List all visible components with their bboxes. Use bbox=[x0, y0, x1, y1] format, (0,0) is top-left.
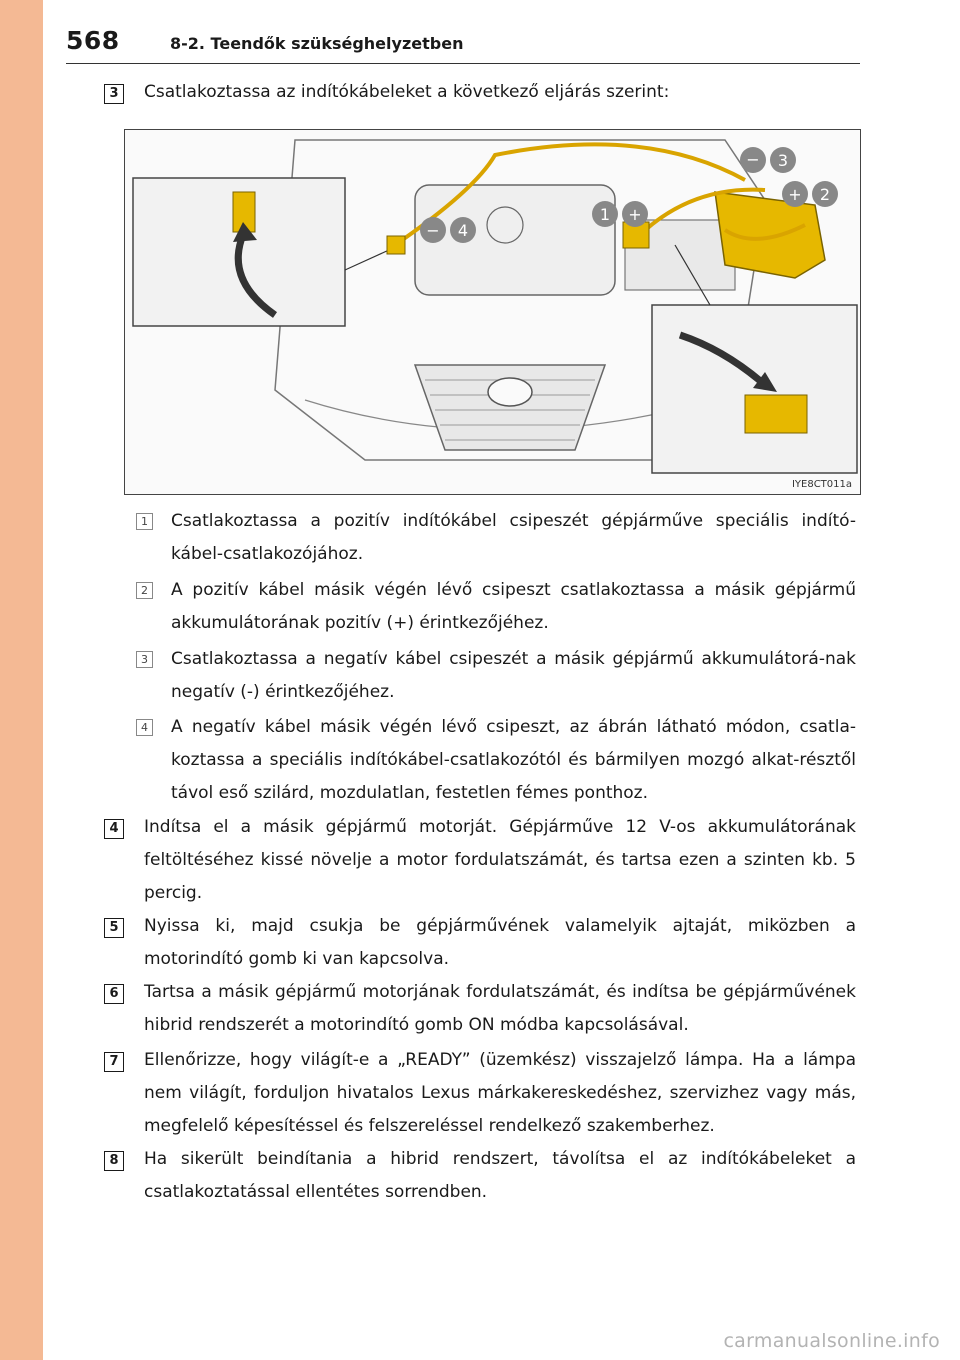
substep-badge: 1 bbox=[136, 513, 153, 530]
step-badge: 8 bbox=[104, 1151, 124, 1171]
page-number: 568 bbox=[66, 26, 120, 55]
step-text: Nyissa ki, majd csukja be gépjárművének valamelyik ajtaját, miközben a motorindító gomb ki van kapcsolva. bbox=[144, 916, 856, 969]
callout-num: 3 bbox=[777, 151, 789, 170]
step-text: Ellenőrizze, hogy világít-e a „READY” (üzemkész) visszajelző lámpa. Ha a lámpa nem világít, forduljon hivatalos Lexus márkakereskedéshez, szervizhez vagy más, megfelelő képesítéssel és felszereléssel rendelkező szakemberhez. bbox=[144, 1050, 856, 1136]
substep-text: A negatív kábel másik végén lévő csipeszt, az ábrán látható módon, csatla-koztassa a speciális indítókábel-csatlakozótól és bármilyen mozgó alkat-résztől távol eső szilárd, mozdulatlan, festetlen fémes ponthoz. bbox=[171, 717, 856, 803]
callout-num: 4 bbox=[457, 221, 469, 240]
negative-clamp bbox=[387, 236, 405, 254]
jump-terminal-inset bbox=[652, 305, 857, 473]
chapter-side-band bbox=[0, 0, 43, 1360]
step-badge: 5 bbox=[104, 918, 124, 938]
callout-sign: + bbox=[788, 185, 802, 204]
step-text: Indítsa el a másik gépjármű motorját. Gépjárműve 12 V-os akkumulátorának feltöltéséhez kissé növelje a motor fordulatszámát, és tartsa ezen a szinten kb. 5 percig. bbox=[144, 817, 856, 903]
callout-sign: − bbox=[746, 150, 760, 169]
engine-bay-drawing bbox=[125, 130, 861, 495]
brand-emblem-icon bbox=[488, 378, 532, 406]
step-badge: 7 bbox=[104, 1052, 124, 1072]
callout-sign: − bbox=[426, 221, 440, 240]
callout-num: 1 bbox=[599, 205, 611, 224]
jump-terminal-marker bbox=[745, 395, 807, 433]
engine-bay-illustration bbox=[124, 129, 861, 495]
illustration-code: IYE8CT011a bbox=[791, 479, 852, 490]
step-badge: 4 bbox=[104, 819, 124, 839]
step-text: Csatlakoztassa az indítókábeleket a következő eljárás szerint: bbox=[144, 82, 670, 102]
substep-badge: 4 bbox=[136, 719, 153, 736]
step-badge: 6 bbox=[104, 984, 124, 1004]
substep-text: A pozitív kábel másik végén lévő csipeszt csatlakoztassa a másik gépjármű akkumulátorának pozitív (+) érintkezőjéhez. bbox=[171, 580, 856, 633]
callout-sign: + bbox=[628, 205, 642, 224]
substep-badge: 3 bbox=[136, 651, 153, 668]
step-badge: 3 bbox=[104, 84, 124, 104]
callout-num: 2 bbox=[819, 185, 831, 204]
substep-badge: 2 bbox=[136, 582, 153, 599]
section-title: 8-2. Teendők szükséghelyzetben bbox=[170, 34, 464, 53]
substep-text: Csatlakoztassa a negatív kábel csipeszét a másik gépjármű akkumulátorá-nak negatív (-) érintkezőjéhez. bbox=[171, 649, 856, 702]
header-rule bbox=[66, 63, 860, 64]
watermark: carmanualsonline.info bbox=[723, 1330, 940, 1352]
step-text: Tartsa a másik gépjármű motorjának fordulatszámát, és indítsa be gépjárművének hibrid rendszerét a motorindító gomb ON módba kapcsolásával. bbox=[144, 982, 856, 1035]
substep-text: Csatlakoztassa a pozitív indítókábel csipeszét gépjárművе speciális indító-kábel-csatlakozójához. bbox=[171, 511, 856, 564]
step-text: Ha sikerült beindítania a hibrid rendszert, távolítsa el az indítókábeleket a csatlakoztatással ellentétes sorrendben. bbox=[144, 1149, 856, 1202]
